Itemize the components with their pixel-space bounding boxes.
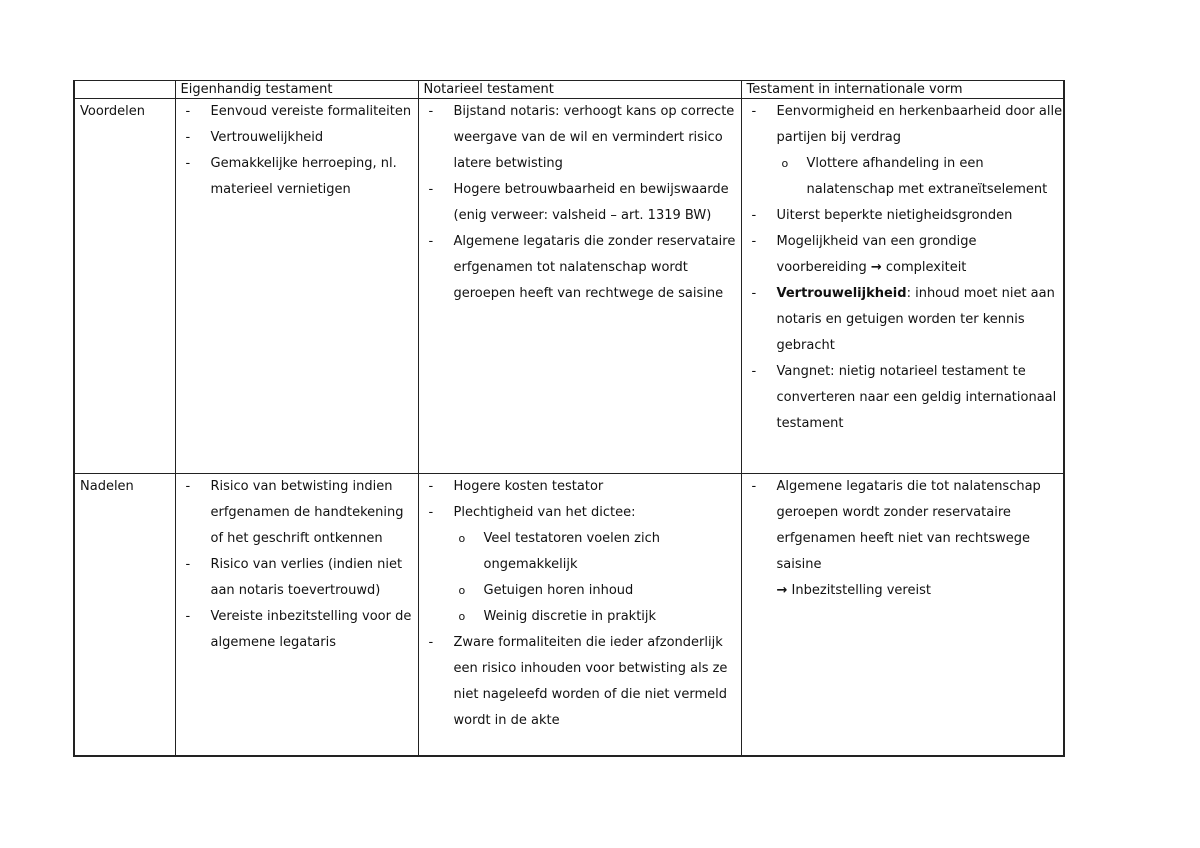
list-voordelen-internationaal: [747, 99, 1064, 437]
circle-bullet-icon: o: [458, 610, 466, 623]
list-nadelen-notarieel: [424, 474, 741, 734]
sub-list-item: [454, 578, 741, 604]
header-empty: [74, 81, 175, 99]
list-item: - Bijstand notaris: verhoogt kans op correcte weergave van de wil en vermindert risico latere betwisting: [424, 99, 741, 177]
sub-list-item-text: Getuigen horen inhoud: [483, 583, 634, 598]
cell-voordelen-notarieel: [418, 99, 741, 474]
list-item-text: Plechtigheid van het dictee:: [453, 505, 636, 520]
table-row-nadelen: [74, 474, 1064, 757]
arrow-line: [747, 578, 1064, 604]
list-item: - Vereiste inbezitstelling voor de algemene legataris: [181, 604, 418, 656]
list-nadelen-internationaal: [747, 474, 1064, 578]
sub-list: [777, 151, 1064, 203]
cell-voordelen-eigenhandig: [175, 99, 418, 474]
list-item: - Algemene legataris die zonder reservataire erfgenamen tot nalatenschap wordt geroepen heeft van rechtwege de saisine: [424, 229, 741, 307]
list-item-text: complexiteit: [881, 260, 967, 275]
list-nadelen-eigenhandig: [181, 474, 418, 656]
sub-list-item-text: Vlottere afhandeling in een nalatenschap met extraneïtselement: [806, 156, 1048, 197]
list-item: - Gemakkelijke herroeping, nl. materieel vernietigen: [181, 151, 418, 203]
list-item: - Risico van verlies (indien niet aan notaris toevertrouwd): [181, 552, 418, 604]
table-row-voordelen: [74, 99, 1064, 474]
list-voordelen-notarieel: [424, 99, 741, 307]
row-label-nadelen: Nadelen: [74, 474, 175, 757]
header-notarieel: Notarieel testament: [418, 81, 741, 99]
right-arrow-icon: →: [870, 260, 882, 275]
circle-bullet-icon: o: [458, 532, 466, 545]
header-internationaal: Testament in internationale vorm: [741, 81, 1064, 99]
cell-content: [747, 99, 1064, 473]
sub-list-item: [454, 604, 741, 630]
list-item: - Algemene legataris die tot nalatenschap geroepen wordt zonder reservataire erfgenamen heeft niet van rechtswege saisine: [747, 474, 1064, 578]
cell-nadelen-eigenhandig: [175, 474, 418, 757]
list-item: - Risico van betwisting indien erfgenamen de handtekening of het geschrift ontkennen: [181, 474, 418, 552]
bold-term: Vertrouwelijkheid: [776, 286, 907, 301]
cell-nadelen-internationaal: [741, 474, 1064, 757]
comparison-table: [73, 80, 1065, 757]
list-item: - Vangnet: nietig notarieel testament te converteren naar een geldig internationaal testament: [747, 359, 1064, 437]
right-arrow-icon: →: [776, 583, 788, 598]
list-item-text: : inhoud moet niet aan notaris en getuigen worden ter kennis gebracht: [776, 286, 1055, 353]
list-item: [747, 281, 1064, 359]
sub-list-item: [454, 526, 741, 578]
cell-nadelen-notarieel: [418, 474, 741, 757]
list-item-text: Mogelijkheid van een grondige voorbereiding: [776, 234, 977, 275]
list-item: [747, 229, 1064, 281]
sub-list-item-text: Weinig discretie in praktijk: [483, 609, 657, 624]
list-item: - Eenvoud vereiste formaliteiten: [181, 99, 418, 125]
header-row: [74, 81, 1064, 99]
header-eigenhandig: Eigenhandig testament: [175, 81, 418, 99]
list-voordelen-eigenhandig: [181, 99, 418, 203]
list-item: - Vertrouwelijkheid: [181, 125, 418, 151]
circle-bullet-icon: o: [781, 157, 789, 170]
cell-content: [424, 474, 741, 755]
list-item: [747, 99, 1064, 203]
sub-list-item-text: Veel testatoren voelen zich ongemakkelijk: [483, 531, 660, 572]
circle-bullet-icon: o: [458, 584, 466, 597]
list-item-text: Eenvormigheid en herkenbaarheid door alle partijen bij verdrag: [776, 104, 1063, 145]
list-item: - Hogere betrouwbaarheid en bewijswaarde (enig verweer: valsheid – art. 1319 BW): [424, 177, 741, 229]
list-item: - Zware formaliteiten die ieder afzonderlijk een risico inhouden voor betwisting als ze niet nageleefd worden of die niet vermeld wordt in de akte: [424, 630, 741, 734]
list-item: [424, 500, 741, 630]
row-label-voordelen: Voordelen: [74, 99, 175, 474]
arrow-line-text: Inbezitstelling vereist: [791, 583, 931, 598]
list-item: - Hogere kosten testator: [424, 474, 741, 500]
cell-voordelen-internationaal: [741, 99, 1064, 474]
list-item: - Uiterst beperkte nietigheidsgronden: [747, 203, 1064, 229]
sub-list: [454, 526, 741, 630]
sub-list-item: [777, 151, 1064, 203]
